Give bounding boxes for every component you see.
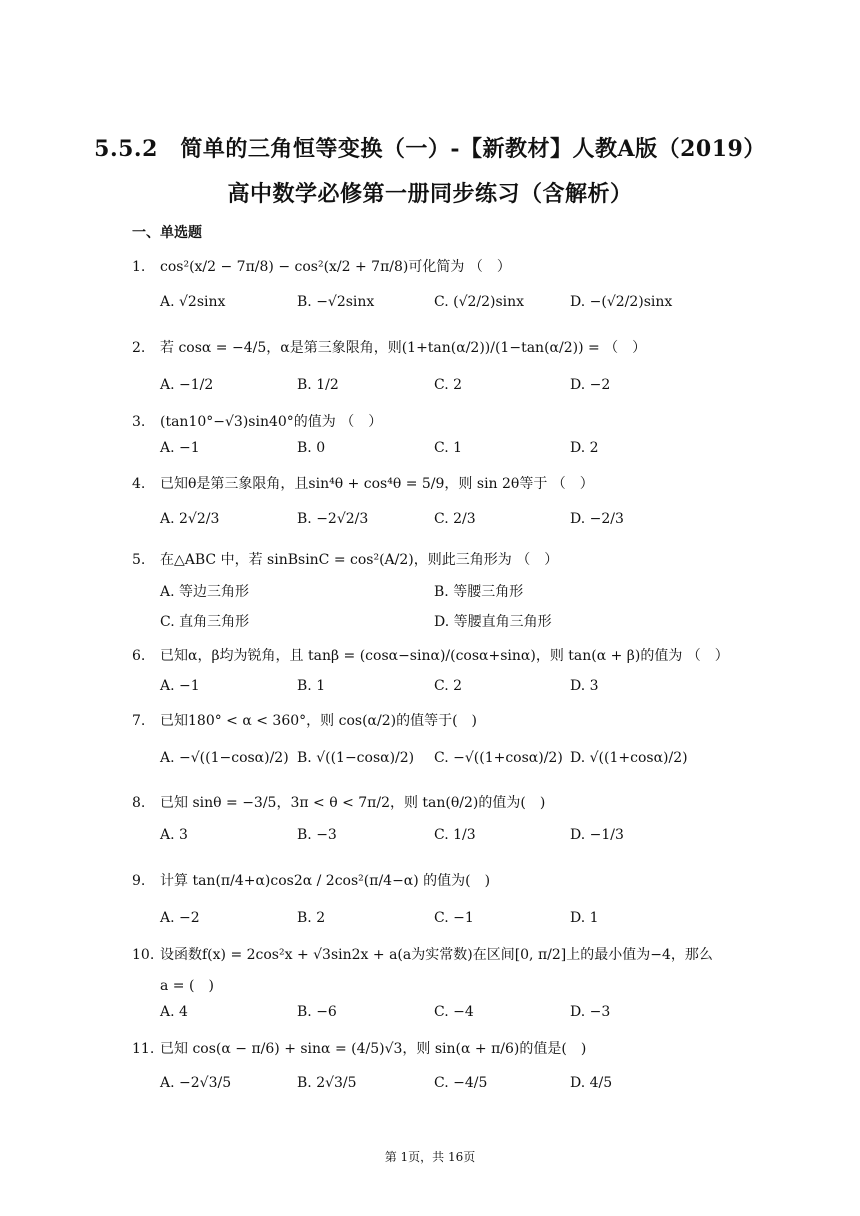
option-a: A. −2 bbox=[160, 910, 200, 926]
question-stem: 已知180° < α < 360°，则 cos(α/2)的值等于( ) bbox=[160, 713, 477, 729]
option-d: D. −3 bbox=[570, 1004, 611, 1020]
option-d: D. −1/3 bbox=[570, 827, 624, 843]
option-d: D. −(√2/2)sinx bbox=[570, 294, 673, 310]
question-4 bbox=[132, 473, 594, 493]
question-11 bbox=[132, 1038, 586, 1058]
document-title-line1: 5.5.2 简单的三角恒等变换（一）-【新教材】人教A版（2019） bbox=[94, 136, 766, 162]
question-number: 10. bbox=[132, 947, 155, 963]
question-number: 11. bbox=[132, 1041, 155, 1057]
question-stem: (tan10°−√3)sin40°的值为 （ ） bbox=[160, 414, 383, 430]
options-6 bbox=[160, 678, 720, 698]
question-stem: cos²(x/2 − 7π/8) − cos²(x/2 + 7π/8)可化简为 （ ） bbox=[160, 259, 511, 275]
question-5 bbox=[132, 549, 558, 569]
option-c: C. −√((1+cosα)/2) bbox=[434, 750, 563, 766]
question-2 bbox=[132, 337, 646, 357]
option-a: A. √2sinx bbox=[160, 294, 226, 310]
option-b: B. 2 bbox=[297, 910, 326, 926]
option-c: C. 直角三角形 bbox=[160, 614, 250, 630]
option-b: B. 1 bbox=[297, 678, 326, 694]
option-b: B. −3 bbox=[297, 827, 337, 843]
option-c: C. 1 bbox=[434, 440, 463, 456]
option-d: D. −2/3 bbox=[570, 511, 624, 527]
question-number: 4. bbox=[132, 476, 146, 492]
question-10 bbox=[132, 944, 713, 964]
question-number: 8. bbox=[132, 795, 146, 811]
options-4 bbox=[160, 511, 720, 531]
option-b: B. −2√2/3 bbox=[297, 511, 369, 527]
option-c: C. −4 bbox=[434, 1004, 474, 1020]
question-6 bbox=[132, 645, 729, 665]
options-5-row1 bbox=[160, 581, 720, 601]
option-b: B. √((1−cosα)/2) bbox=[297, 750, 415, 766]
question-1 bbox=[132, 256, 511, 276]
option-a: A. 2√2/3 bbox=[160, 511, 220, 527]
option-c: C. 2/3 bbox=[434, 511, 476, 527]
options-8 bbox=[160, 827, 720, 847]
option-c: C. −1 bbox=[434, 910, 474, 926]
option-c: C. (√2/2)sinx bbox=[434, 294, 525, 310]
question-stem: 计算 tan(π/4+α)cos2α / 2cos²(π/4−α) 的值为( ) bbox=[160, 873, 491, 889]
option-a: A. −2√3/5 bbox=[160, 1075, 232, 1091]
question-number: 7. bbox=[132, 713, 146, 729]
options-3 bbox=[160, 440, 720, 460]
section-heading: 一、单选题 bbox=[132, 225, 202, 241]
question-stem: 已知 cos(α − π/6) + sinα = (4/5)√3，则 sin(α + π/6)的值是( ) bbox=[160, 1041, 587, 1057]
question-8 bbox=[132, 792, 545, 812]
option-a: A. −1 bbox=[160, 440, 200, 456]
option-d: D. 3 bbox=[570, 678, 599, 694]
option-d: D. 4/5 bbox=[570, 1075, 613, 1091]
option-a: A. −√((1−cosα)/2) bbox=[160, 750, 289, 766]
option-b: B. 1/2 bbox=[297, 377, 339, 393]
option-d: D. 2 bbox=[570, 440, 599, 456]
option-d: D. √((1+cosα)/2) bbox=[570, 750, 688, 766]
question-number: 9. bbox=[132, 873, 146, 889]
option-b: B. −√2sinx bbox=[297, 294, 375, 310]
page-footer: 第 1页，共 16页 bbox=[384, 1150, 476, 1164]
question-9 bbox=[132, 870, 490, 890]
question-number: 2. bbox=[132, 340, 146, 356]
question-3 bbox=[132, 411, 382, 431]
question-stem: 已知θ是第三象限角，且sin⁴θ + cos⁴θ = 5/9，则 sin 2θ等于 （ ） bbox=[160, 476, 594, 492]
option-c: C. 2 bbox=[434, 377, 463, 393]
question-number: 1. bbox=[132, 259, 146, 275]
options-1 bbox=[160, 294, 720, 314]
question-stem: 设函数f(x) = 2cos²x + √3sin2x + a(a为实常数)在区间[0, π/2]上的最小值为−4，那么 bbox=[160, 947, 713, 963]
question-10-continuation: a = ( ) bbox=[160, 978, 214, 994]
option-b: B. 等腰三角形 bbox=[434, 584, 524, 600]
options-7 bbox=[160, 750, 720, 770]
options-5-row2 bbox=[160, 611, 720, 631]
option-d: D. 1 bbox=[570, 910, 599, 926]
options-11 bbox=[160, 1075, 720, 1095]
question-number: 6. bbox=[132, 648, 146, 664]
option-d: D. −2 bbox=[570, 377, 611, 393]
option-a: A. −1 bbox=[160, 678, 200, 694]
question-stem: 已知α，β均为锐角，且 tanβ = (cosα−sinα)/(cosα+sinα)，则 tan(α + β)的值为 （ ） bbox=[160, 648, 729, 664]
option-c: C. −4/5 bbox=[434, 1075, 488, 1091]
question-stem: 已知 sinθ = −3/5，3π < θ < 7π/2，则 tan(θ/2)的值为( ) bbox=[160, 795, 546, 811]
option-c: C. 1/3 bbox=[434, 827, 476, 843]
option-a: A. 3 bbox=[160, 827, 188, 843]
option-a: A. −1/2 bbox=[160, 377, 214, 393]
option-b: B. −6 bbox=[297, 1004, 337, 1020]
question-number: 5. bbox=[132, 552, 146, 568]
option-b: B. 2√3/5 bbox=[297, 1075, 357, 1091]
option-b: B. 0 bbox=[297, 440, 326, 456]
options-2 bbox=[160, 377, 720, 397]
option-d: D. 等腰直角三角形 bbox=[434, 614, 552, 630]
question-7 bbox=[132, 710, 477, 730]
document-title-line2: 高中数学必修第一册同步练习（含解析） bbox=[227, 181, 633, 207]
option-c: C. 2 bbox=[434, 678, 463, 694]
question-stem: 在△ABC 中，若 sinBsinC = cos²(A/2)，则此三角形为 （ ） bbox=[160, 552, 559, 568]
question-number: 3. bbox=[132, 414, 146, 430]
options-10 bbox=[160, 1004, 720, 1024]
option-a: A. 等边三角形 bbox=[160, 584, 250, 600]
question-stem: 若 cosα = −4/5，α是第三象限角，则(1+tan(α/2))/(1−tan(α/2)) = （ ） bbox=[160, 340, 647, 356]
option-a: A. 4 bbox=[160, 1004, 188, 1020]
options-9 bbox=[160, 910, 720, 930]
